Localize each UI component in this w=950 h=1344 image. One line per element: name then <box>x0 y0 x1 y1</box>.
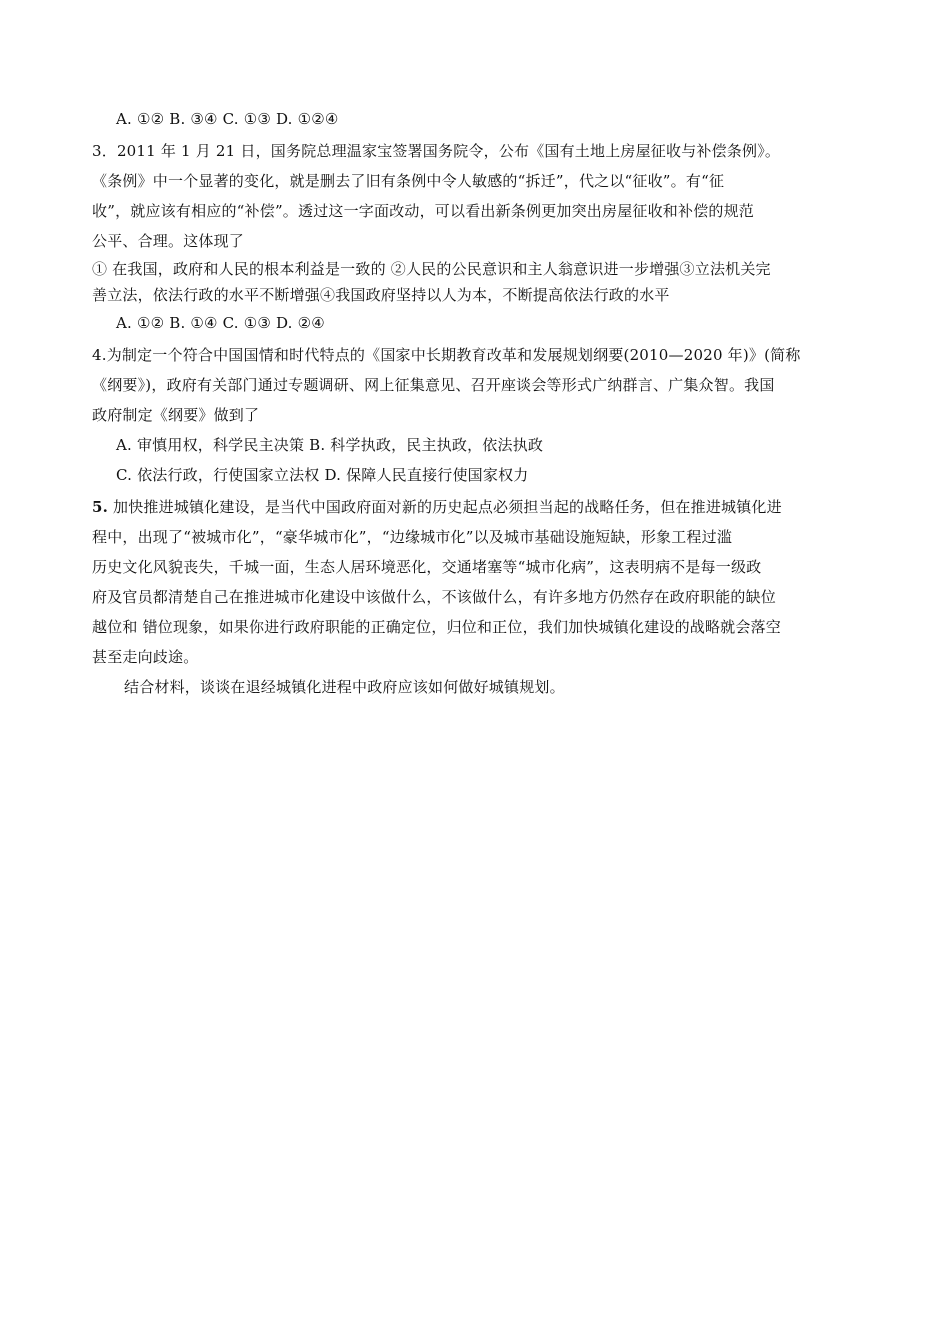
question-3 <box>92 136 862 338</box>
document-content <box>92 104 862 702</box>
question-5-prompt: 结合材料，谈谈在退经城镇化进程中政府应该如何做好城镇规划。 <box>124 678 565 696</box>
question-4-line-1: 4.为制定一个符合中国国情和时代特点的《国家中长期教育改革和发展规划纲要(2010—2020 年)》(简称 <box>92 346 801 364</box>
question-3-line-1: 3．2011 年 1 月 21 日，国务院总理温家宝签署国务院令，公布《国有土地上房屋征收与补偿条例》。 <box>92 142 781 160</box>
question-3-line-2: 《条例》中一个显著的变化，就是删去了旧有条例中令人敏感的“拆迁”，代之以“征收”。有“征 <box>92 172 725 190</box>
question-4-line-2: 《纲要》)，政府有关部门通过专题调研、网上征集意见、召开座谈会等形式广纳群言、广集众智。我国 <box>92 376 775 394</box>
question-5-line-6: 甚至走向歧途。 <box>92 648 199 666</box>
question-3-options: A. ①② B. ①④ C. ①③ D. ②④ <box>116 314 325 332</box>
question-5 <box>92 492 862 702</box>
question-3-line-4: 公平、合理。这体现了 <box>92 232 245 250</box>
question-5-line-5: 越位和 错位现象，如果你进行政府职能的正确定位，归位和正位，我们加快城镇化建设的战略就会落空 <box>92 618 781 636</box>
question-4-options-cd: C. 依法行政，行使国家立法权 D. 保障人民直接行使国家权力 <box>116 466 529 484</box>
question-3-statement-line-1: ① 在我国，政府和人民的根本利益是一致的 ②人民的公民意识和主人翁意识进一步增强③立法机关完 <box>92 260 771 278</box>
question-5-line-4: 府及官员都清楚自己在推进城市化建设中该做什么，不该做什么，有许多地方仍然存在政府职能的缺位 <box>92 588 777 606</box>
question-4-options-ab: A. 审慎用权，科学民主决策 B. 科学执政，民主执政，依法执政 <box>116 436 544 454</box>
question-5-line-1 <box>92 492 862 522</box>
question-4-line-3: 政府制定《纲要》做到了 <box>92 406 260 424</box>
question-5-line-3: 历史文化风貌丧失，千城一面，生态人居环境恶化，交通堵塞等“城市化病”，这表明病不是每一级政 <box>92 558 762 576</box>
question-5-number: 5. <box>92 498 109 516</box>
question-4 <box>92 340 862 490</box>
question-5-line-1-text: 加快推进城镇化建设，是当代中国政府面对新的历史起点必须担当起的战略任务，但在推进城镇化进 <box>108 498 782 516</box>
question-3-statement-line-2: 善立法，依法行政的水平不断增强④我国政府坚持以人为本，不断提高依法行政的水平 <box>92 286 670 304</box>
question-2-options: A. ①② B. ③④ C. ①③ D. ①②④ <box>116 110 339 128</box>
question-3-line-3: 收”，就应该有相应的“补偿”。透过这一字面改动，可以看出新条例更加突出房屋征收和补偿的规范 <box>92 202 755 220</box>
question-5-line-2: 程中，出现了“被城市化”，“豪华城市化”，“边缘城市化”以及城市基础设施短缺，形象工程过滥 <box>92 528 733 546</box>
